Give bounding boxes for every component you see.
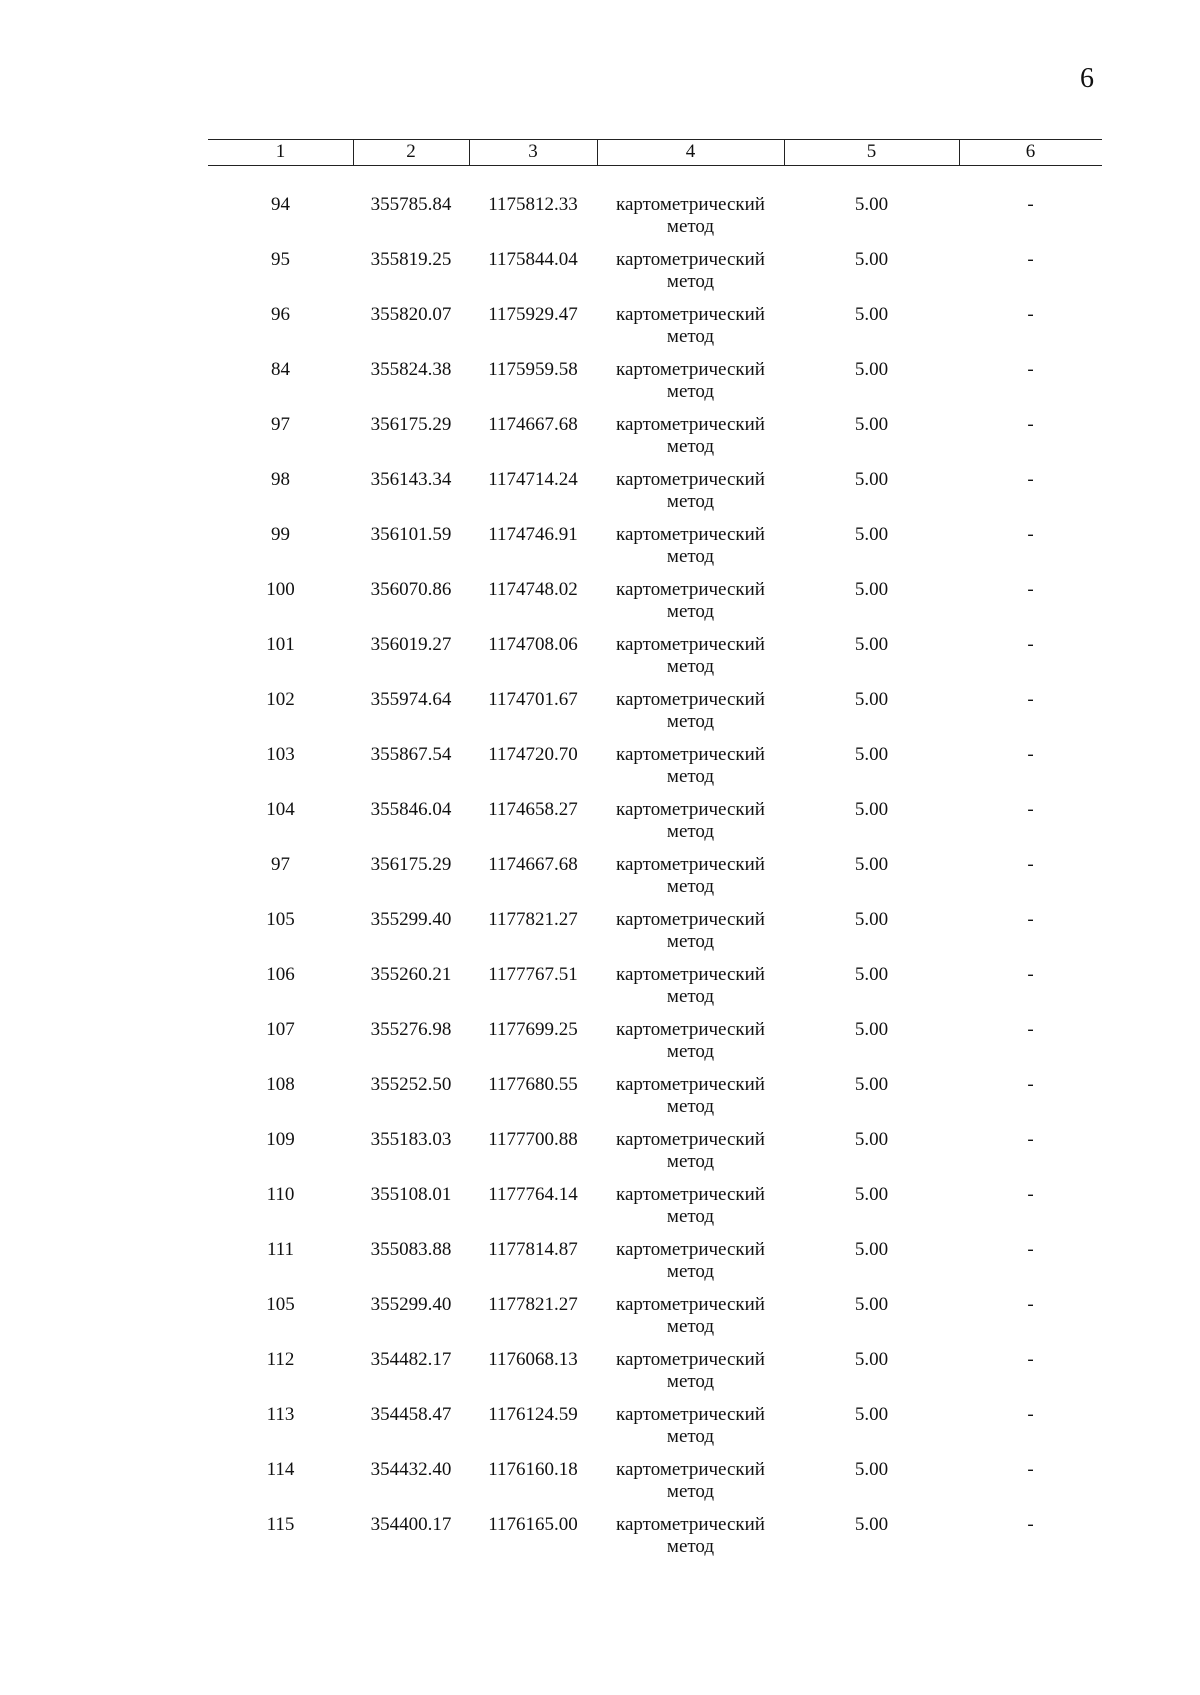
- method-line-1: картометрический: [616, 1239, 765, 1260]
- method-line-2: метод: [666, 1481, 715, 1502]
- method-line-2: метод: [666, 986, 715, 1007]
- method-line-1: картометрический: [616, 414, 765, 435]
- x-coordinate-cell: 355276.98: [370, 1019, 452, 1040]
- table-row: [208, 359, 1102, 414]
- x-coordinate-cell: 355820.07: [370, 304, 452, 325]
- x-coordinate-cell: 354482.17: [370, 1349, 452, 1370]
- y-coordinate-cell: 1175929.47: [488, 304, 578, 325]
- accuracy-cell: 5.00: [854, 194, 889, 215]
- description-cell: -: [1027, 1404, 1034, 1425]
- y-coordinate-cell: 1174714.24: [488, 469, 578, 490]
- method-cell: [597, 634, 784, 678]
- description-cell: -: [1027, 1459, 1034, 1480]
- method-line-1: картометрический: [616, 469, 765, 490]
- method-line-2: метод: [666, 1206, 715, 1227]
- method-line-1: картометрический: [616, 524, 765, 545]
- method-line-1: картометрический: [616, 1294, 765, 1315]
- method-line-1: картометрический: [616, 579, 765, 600]
- y-coordinate-cell: 1174667.68: [488, 414, 578, 435]
- x-coordinate-cell: 355260.21: [370, 964, 452, 985]
- accuracy-cell: 5.00: [854, 1184, 889, 1205]
- x-coordinate-cell: 355252.50: [370, 1074, 452, 1095]
- method-line-1: картометрический: [616, 1514, 765, 1535]
- y-coordinate-cell: 1176124.59: [488, 1404, 578, 1425]
- accuracy-cell: 5.00: [854, 634, 889, 655]
- table-row: [208, 689, 1102, 744]
- accuracy-cell: 5.00: [854, 579, 889, 600]
- header-cell-1: 1: [275, 141, 286, 162]
- method-cell: [597, 304, 784, 348]
- description-cell: -: [1027, 359, 1034, 380]
- table-body: [208, 194, 1102, 1569]
- description-cell: -: [1027, 1514, 1034, 1535]
- x-coordinate-cell: 355819.25: [370, 249, 452, 270]
- point-number-cell: 96: [271, 304, 290, 325]
- method-line-2: метод: [666, 1371, 715, 1392]
- x-coordinate-cell: 355974.64: [370, 689, 452, 710]
- accuracy-cell: 5.00: [854, 744, 889, 765]
- x-coordinate-cell: 355299.40: [370, 909, 452, 930]
- description-cell: -: [1027, 1074, 1034, 1095]
- method-line-2: метод: [666, 766, 715, 787]
- method-cell: [597, 1019, 784, 1063]
- accuracy-cell: 5.00: [854, 469, 889, 490]
- table-row: [208, 1459, 1102, 1514]
- description-cell: -: [1027, 524, 1034, 545]
- description-cell: -: [1027, 579, 1034, 600]
- accuracy-cell: 5.00: [854, 359, 889, 380]
- method-line-1: картометрический: [616, 1459, 765, 1480]
- point-number-cell: 98: [271, 469, 290, 490]
- y-coordinate-cell: 1177699.25: [488, 1019, 578, 1040]
- method-line-1: картометрический: [616, 359, 765, 380]
- method-line-1: картометрический: [616, 634, 765, 655]
- table-row: [208, 1294, 1102, 1349]
- x-coordinate-cell: 355846.04: [370, 799, 452, 820]
- y-coordinate-cell: 1177767.51: [488, 964, 578, 985]
- method-line-1: картометрический: [616, 854, 765, 875]
- table-row: [208, 964, 1102, 1019]
- accuracy-cell: 5.00: [854, 1129, 889, 1150]
- table-row: [208, 1404, 1102, 1459]
- method-line-1: картометрический: [616, 1019, 765, 1040]
- method-cell: [597, 359, 784, 403]
- description-cell: -: [1027, 909, 1034, 930]
- table-row: [208, 909, 1102, 964]
- method-line-2: метод: [666, 1316, 715, 1337]
- description-cell: -: [1027, 414, 1034, 435]
- x-coordinate-cell: 355183.03: [370, 1129, 452, 1150]
- method-cell: [597, 854, 784, 898]
- accuracy-cell: 5.00: [854, 524, 889, 545]
- accuracy-cell: 5.00: [854, 1019, 889, 1040]
- point-number-cell: 102: [266, 689, 295, 710]
- x-coordinate-cell: 355108.01: [370, 1184, 452, 1205]
- method-line-1: картометрический: [616, 744, 765, 765]
- y-coordinate-cell: 1176160.18: [488, 1459, 578, 1480]
- y-coordinate-cell: 1177814.87: [488, 1239, 578, 1260]
- table-header: [208, 139, 1102, 166]
- method-line-2: метод: [666, 656, 715, 677]
- x-coordinate-cell: 355824.38: [370, 359, 452, 380]
- point-number-cell: 100: [266, 579, 295, 600]
- accuracy-cell: 5.00: [854, 1294, 889, 1315]
- x-coordinate-cell: 355867.54: [370, 744, 452, 765]
- point-number-cell: 97: [271, 414, 290, 435]
- method-line-2: метод: [666, 271, 715, 292]
- point-number-cell: 108: [266, 1074, 295, 1095]
- point-number-cell: 110: [266, 1184, 295, 1205]
- method-cell: [597, 579, 784, 623]
- y-coordinate-cell: 1174658.27: [488, 799, 578, 820]
- description-cell: -: [1027, 634, 1034, 655]
- method-line-2: метод: [666, 1151, 715, 1172]
- x-coordinate-cell: 356143.34: [370, 469, 452, 490]
- header-cell-3: 3: [528, 141, 538, 162]
- y-coordinate-cell: 1176068.13: [488, 1349, 578, 1370]
- description-cell: -: [1027, 1184, 1034, 1205]
- y-coordinate-cell: 1174708.06: [488, 634, 578, 655]
- method-cell: [597, 249, 784, 293]
- method-line-2: метод: [666, 436, 715, 457]
- x-coordinate-cell: 355083.88: [370, 1239, 452, 1260]
- method-line-1: картометрический: [616, 304, 765, 325]
- x-coordinate-cell: 355299.40: [370, 1294, 452, 1315]
- y-coordinate-cell: 1177700.88: [488, 1129, 578, 1150]
- method-line-1: картометрический: [616, 1074, 765, 1095]
- y-coordinate-cell: 1174748.02: [488, 579, 578, 600]
- accuracy-cell: 5.00: [854, 964, 889, 985]
- accuracy-cell: 5.00: [854, 1239, 889, 1260]
- y-coordinate-cell: 1176165.00: [488, 1514, 578, 1535]
- point-number-cell: 95: [271, 249, 290, 270]
- point-number-cell: 99: [271, 524, 290, 545]
- description-cell: -: [1027, 1019, 1034, 1040]
- point-number-cell: 111: [266, 1239, 295, 1260]
- method-cell: [597, 909, 784, 953]
- y-coordinate-cell: 1177821.27: [488, 909, 578, 930]
- method-cell: [597, 469, 784, 513]
- point-number-cell: 105: [266, 909, 295, 930]
- x-coordinate-cell: 355785.84: [370, 194, 452, 215]
- method-cell: [597, 524, 784, 568]
- point-number-cell: 113: [266, 1404, 295, 1425]
- method-cell: [597, 1184, 784, 1228]
- y-coordinate-cell: 1177821.27: [488, 1294, 578, 1315]
- point-number-cell: 104: [266, 799, 295, 820]
- accuracy-cell: 5.00: [854, 1514, 889, 1535]
- method-line-1: картометрический: [616, 964, 765, 985]
- method-line-2: метод: [666, 711, 715, 732]
- y-coordinate-cell: 1175844.04: [488, 249, 578, 270]
- method-line-1: картометрический: [616, 1349, 765, 1370]
- point-number-cell: 115: [266, 1514, 295, 1535]
- description-cell: -: [1027, 1349, 1034, 1370]
- method-line-2: метод: [666, 1536, 715, 1557]
- point-number-cell: 97: [271, 854, 290, 875]
- x-coordinate-cell: 356175.29: [370, 414, 452, 435]
- table-row: [208, 469, 1102, 524]
- method-cell: [597, 1514, 784, 1558]
- x-coordinate-cell: 356019.27: [370, 634, 452, 655]
- method-line-1: картометрический: [616, 799, 765, 820]
- header-cell-6: 6: [1025, 141, 1036, 162]
- table-row: [208, 744, 1102, 799]
- description-cell: -: [1027, 194, 1034, 215]
- x-coordinate-cell: 354458.47: [370, 1404, 452, 1425]
- method-line-2: метод: [666, 1261, 715, 1282]
- table-row: [208, 634, 1102, 689]
- table-row: [208, 854, 1102, 909]
- header-cell-2: 2: [406, 141, 416, 162]
- x-coordinate-cell: 356101.59: [370, 524, 452, 545]
- method-cell: [597, 799, 784, 843]
- point-number-cell: 112: [266, 1349, 295, 1370]
- table-row: [208, 414, 1102, 469]
- x-coordinate-cell: 356175.29: [370, 854, 452, 875]
- header-cell-5: 5: [866, 141, 877, 162]
- method-line-1: картометрический: [616, 1404, 765, 1425]
- method-line-2: метод: [666, 821, 715, 842]
- point-number-cell: 114: [266, 1459, 295, 1480]
- point-number-cell: 101: [266, 634, 295, 655]
- point-number-cell: 94: [271, 194, 290, 215]
- table-row: [208, 194, 1102, 249]
- description-cell: -: [1027, 854, 1034, 875]
- accuracy-cell: 5.00: [854, 689, 889, 710]
- description-cell: -: [1027, 469, 1034, 490]
- description-cell: -: [1027, 1294, 1034, 1315]
- x-coordinate-cell: 354432.40: [370, 1459, 452, 1480]
- method-line-2: метод: [666, 1096, 715, 1117]
- table-row: [208, 249, 1102, 304]
- table-row: [208, 1184, 1102, 1239]
- point-number-cell: 107: [266, 1019, 295, 1040]
- method-line-2: метод: [666, 381, 715, 402]
- accuracy-cell: 5.00: [854, 854, 889, 875]
- method-line-1: картометрический: [616, 909, 765, 930]
- header-cell-4: 4: [685, 141, 696, 162]
- accuracy-cell: 5.00: [854, 909, 889, 930]
- method-line-2: метод: [666, 491, 715, 512]
- description-cell: -: [1027, 689, 1034, 710]
- table-row: [208, 304, 1102, 359]
- accuracy-cell: 5.00: [854, 1349, 889, 1370]
- y-coordinate-cell: 1174701.67: [488, 689, 578, 710]
- point-number-cell: 103: [266, 744, 295, 765]
- x-coordinate-cell: 354400.17: [370, 1514, 452, 1535]
- method-cell: [597, 1404, 784, 1448]
- method-line-1: картометрический: [616, 689, 765, 710]
- y-coordinate-cell: 1174667.68: [488, 854, 578, 875]
- method-cell: [597, 689, 784, 733]
- y-coordinate-cell: 1177764.14: [488, 1184, 578, 1205]
- method-cell: [597, 1239, 784, 1283]
- description-cell: -: [1027, 964, 1034, 985]
- page-number: 6: [1080, 63, 1094, 94]
- method-line-2: метод: [666, 546, 715, 567]
- point-number-cell: 109: [266, 1129, 295, 1150]
- table-row: [208, 1074, 1102, 1129]
- method-line-1: картометрический: [616, 249, 765, 270]
- method-line-2: метод: [666, 876, 715, 897]
- table-row: [208, 524, 1102, 579]
- method-line-2: метод: [666, 216, 715, 237]
- description-cell: -: [1027, 1129, 1034, 1150]
- x-coordinate-cell: 356070.86: [370, 579, 452, 600]
- method-line-2: метод: [666, 931, 715, 952]
- point-number-cell: 84: [271, 359, 290, 380]
- y-coordinate-cell: 1174720.70: [488, 744, 578, 765]
- method-cell: [597, 194, 784, 238]
- method-line-2: метод: [666, 601, 715, 622]
- method-line-1: картометрический: [616, 194, 765, 215]
- point-number-cell: 106: [266, 964, 295, 985]
- method-cell: [597, 1459, 784, 1503]
- method-line-1: картометрический: [616, 1129, 765, 1150]
- description-cell: -: [1027, 304, 1034, 325]
- accuracy-cell: 5.00: [854, 1074, 889, 1095]
- y-coordinate-cell: 1175812.33: [488, 194, 578, 215]
- method-cell: [597, 1349, 784, 1393]
- table-row: [208, 1514, 1102, 1569]
- accuracy-cell: 5.00: [854, 1404, 889, 1425]
- accuracy-cell: 5.00: [854, 799, 889, 820]
- method-cell: [597, 1129, 784, 1173]
- accuracy-cell: 5.00: [854, 249, 889, 270]
- method-line-1: картометрический: [616, 1184, 765, 1205]
- accuracy-cell: 5.00: [854, 414, 889, 435]
- method-cell: [597, 964, 784, 1008]
- table-row: [208, 1349, 1102, 1404]
- method-line-2: метод: [666, 1426, 715, 1447]
- table-row: [208, 1019, 1102, 1074]
- description-cell: -: [1027, 249, 1034, 270]
- method-cell: [597, 1294, 784, 1338]
- table-row: [208, 579, 1102, 634]
- y-coordinate-cell: 1174746.91: [488, 524, 578, 545]
- table-row: [208, 1129, 1102, 1184]
- table-row: [208, 1239, 1102, 1294]
- method-line-2: метод: [666, 326, 715, 347]
- y-coordinate-cell: 1177680.55: [488, 1074, 578, 1095]
- accuracy-cell: 5.00: [854, 304, 889, 325]
- description-cell: -: [1027, 799, 1034, 820]
- table-row: [208, 799, 1102, 854]
- method-cell: [597, 414, 784, 458]
- description-cell: -: [1027, 744, 1034, 765]
- y-coordinate-cell: 1175959.58: [488, 359, 578, 380]
- method-cell: [597, 1074, 784, 1118]
- description-cell: -: [1027, 1239, 1034, 1260]
- method-line-2: метод: [666, 1041, 715, 1062]
- method-cell: [597, 744, 784, 788]
- point-number-cell: 105: [266, 1294, 295, 1315]
- accuracy-cell: 5.00: [854, 1459, 889, 1480]
